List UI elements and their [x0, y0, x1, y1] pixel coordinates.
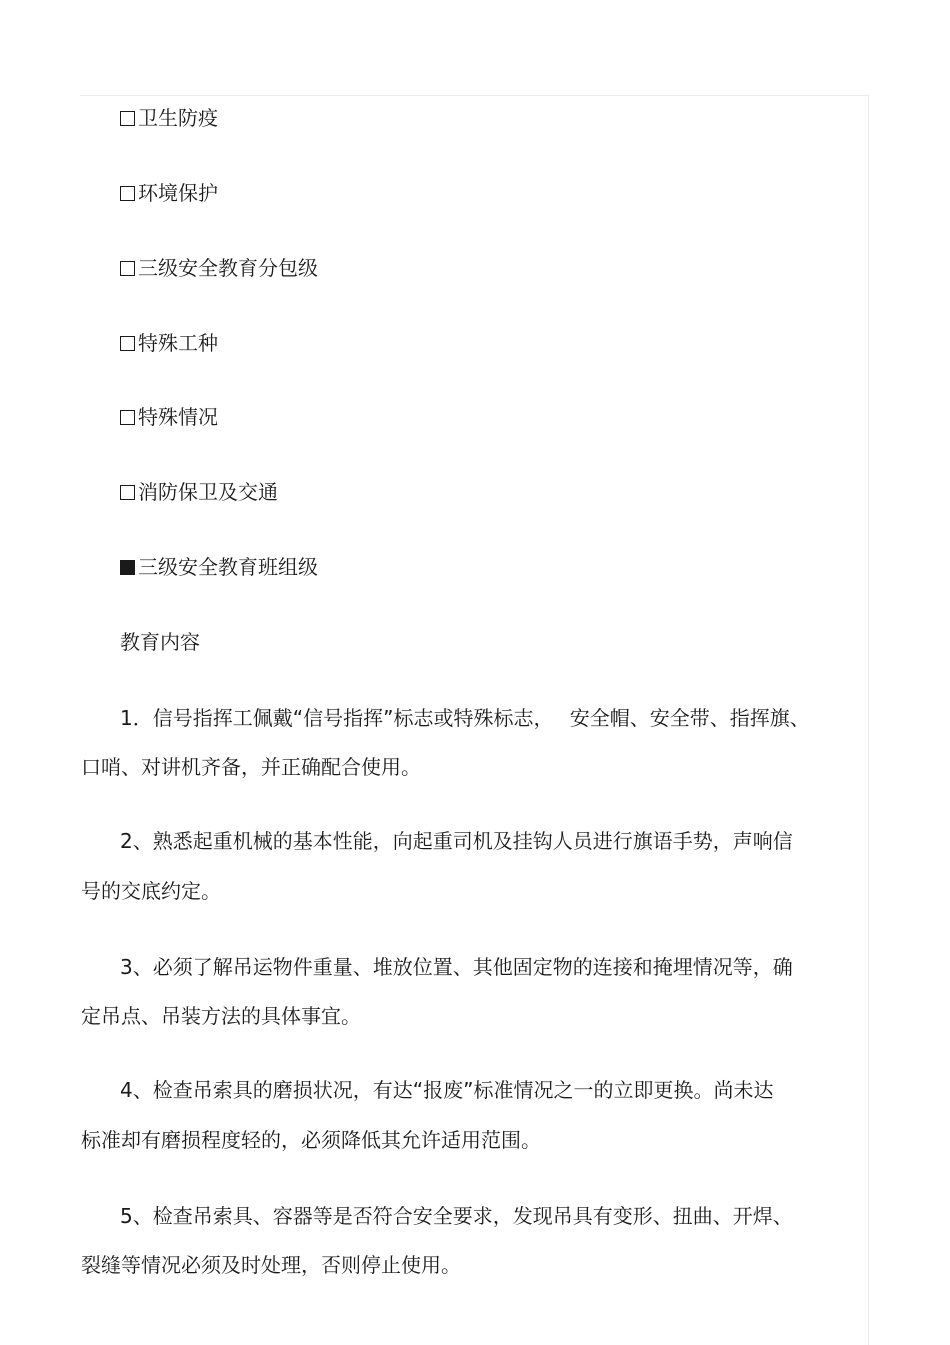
- content-item-5-line-1: 5、检查吊索具、容器等是否符合安全要求，发现吊具有变形、扭曲、开焊、: [120, 1204, 793, 1228]
- checkbox-item-team-level: [120, 555, 318, 579]
- content-item-4-line-1: 4、检查吊索具的磨损状况，有达“报废”标准情况之一的立即更换。尚未达: [120, 1078, 774, 1102]
- unchecked-box-icon: [120, 336, 135, 351]
- unchecked-box-icon: [120, 485, 135, 500]
- content-item-1-line-1: 1．信号指挥工佩戴“信号指挥”标志或特殊标志， 安全帽、安全带、指挥旗、: [120, 706, 810, 730]
- checkbox-label: 环境保护: [138, 181, 218, 205]
- checkbox-item-fire-security-traffic: [120, 480, 278, 504]
- content-item-3-line-2: 定吊点、吊装方法的具体事宜。: [81, 1004, 361, 1028]
- checkbox-item-special-trades: [120, 331, 218, 355]
- section-title: 教育内容: [120, 630, 200, 654]
- checkbox-label: 特殊情况: [138, 405, 218, 429]
- content-item-4-line-2: 标准却有磨损程度轻的，必须降低其允许适用范围。: [81, 1128, 541, 1152]
- checkbox-label: 消防保卫及交通: [138, 480, 278, 504]
- content-item-3-line-1: 3、必须了解吊运物件重量、堆放位置、其他固定物的连接和掩埋情况等，确: [120, 955, 793, 979]
- checked-box-icon: [120, 560, 135, 575]
- unchecked-box-icon: [120, 410, 135, 425]
- unchecked-box-icon: [120, 186, 135, 201]
- checkbox-label: 三级安全教育班组级: [138, 555, 318, 579]
- checkbox-item-sanitation: [120, 106, 218, 130]
- checkbox-label: 卫生防疫: [138, 106, 218, 130]
- checkbox-label: 特殊工种: [138, 331, 218, 355]
- unchecked-box-icon: [120, 111, 135, 126]
- unchecked-box-icon: [120, 261, 135, 276]
- content-item-2-line-2: 号的交底约定。: [81, 879, 221, 903]
- checkbox-item-special-situations: [120, 405, 218, 429]
- checkbox-item-subcontractor-level: [120, 256, 318, 280]
- content-item-2-line-1: 2、熟悉起重机械的基本性能，向起重司机及挂钩人员进行旗语手势，声响信: [120, 829, 793, 853]
- checkbox-label: 三级安全教育分包级: [138, 256, 318, 280]
- content-item-5-line-2: 裂缝等情况必须及时处理，否则停止使用。: [81, 1253, 461, 1277]
- content-item-1-line-2: 口哨、对讲机齐备，并正确配合使用。: [81, 755, 421, 779]
- checkbox-item-environment: [120, 181, 218, 205]
